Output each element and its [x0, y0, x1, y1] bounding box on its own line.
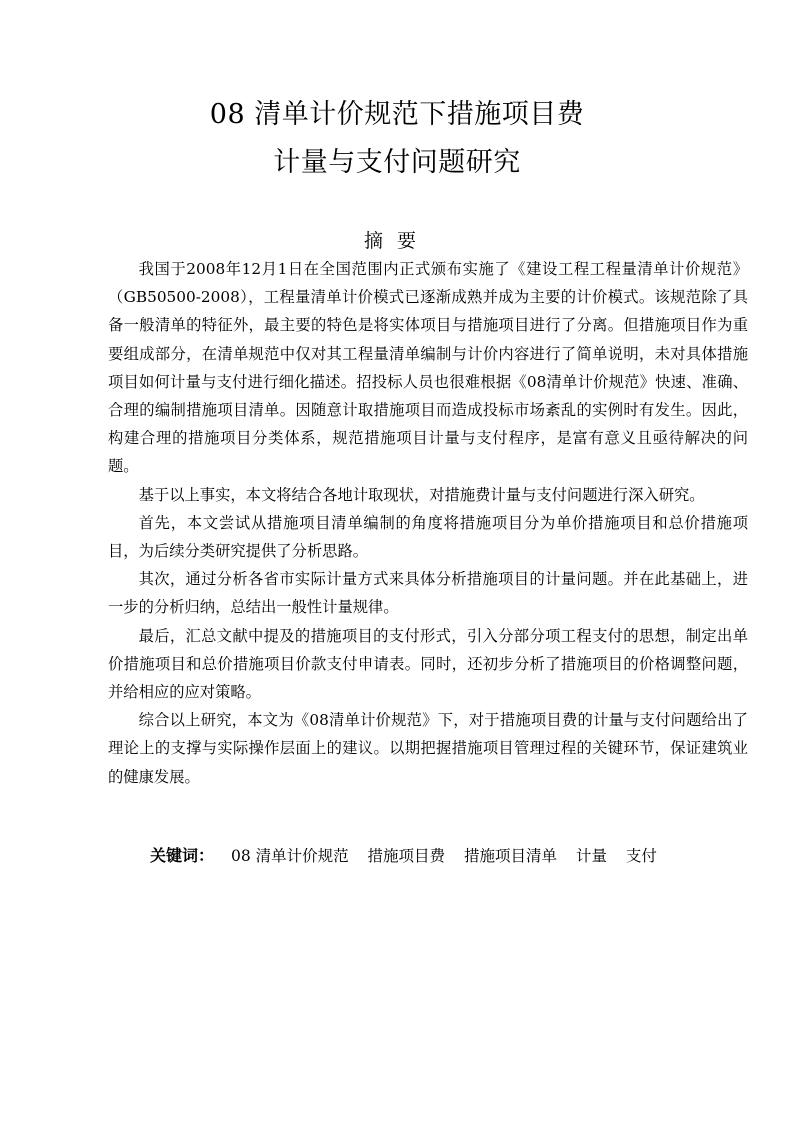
abstract-paragraph-2: 基于以上事实，本文将结合各地计取现状，对措施费计量与支付问题进行深入研究。: [138, 485, 705, 504]
keyword-5: 支付: [625, 847, 657, 865]
abstract-paragraph-3: 首先，本文尝试从措施项目清单编制的角度将措施项目分为单价措施项目和总价措施项目，为后续分类研究提供了分析思路。: [108, 513, 748, 561]
title-line-1: 08 清单计价规范下措施项目费: [209, 99, 585, 130]
keyword-1: 08 清单计价规范: [230, 847, 349, 865]
keyword-4: 计量: [575, 847, 607, 865]
keyword-2: 措施项目费: [367, 847, 446, 865]
title-line-2: 计量与支付问题研究: [273, 147, 521, 178]
keyword-3: 措施项目清单: [464, 847, 558, 865]
keywords-line: [150, 844, 770, 868]
abstract-paragraph-4: 其次，通过分析各省市实际计量方式来具体分析措施项目的计量问题。并在此基础上，进一步的分析归纳，总结出一般性计量规律。: [108, 570, 748, 617]
abstract-heading: 摘要: [363, 230, 430, 252]
abstract-paragraph-5: 最后，汇总文献中提及的措施项目的支付形式，引入分部分项工程支付的思想，制定出单价措施项目和总价措施项目价款支付申请表。同时，还初步分析了措施项目的价格调整问题，并给相应的应对策略。: [108, 626, 748, 702]
abstract-paragraph-6: 综合以上研究，本文为《08清单计价规范》下，对于措施项目费的计量与支付问题给出了理论上的支撑与实际操作层面上的建议。以期把握措施项目管理过程的关键环节，保证建筑业的健康发展。: [108, 711, 748, 786]
abstract-paragraph-1: 我国于2008年12月1日在全国范围内正式颁布实施了《建设工程工程量清单计价规范》（GB50500-2008），工程量清单计价模式已逐渐成熟并成为主要的计价模式。该规范除了具备一般清单的特征外，最主要的特色是将实体项目与措施项目进行了分离。但措施项目作为重要组成部分，在清单规范中仅对其工程量清单编制与计价内容进行了简单说明，未对具体措施项目如何计量与支付进行细化描述。招投标人员也很难根据《08清单计价规范》快速、准确、合理的编制措施项目清单。因随意计取措施项目而造成投标市场紊乱的实例时有发生。因此，构建合理的措施项目分类体系，规范措施项目计量与支付程序，是富有意义且亟待解决的问题。: [108, 260, 748, 476]
abstract-body: [108, 255, 748, 791]
keywords-label: 关键词：: [150, 846, 215, 865]
